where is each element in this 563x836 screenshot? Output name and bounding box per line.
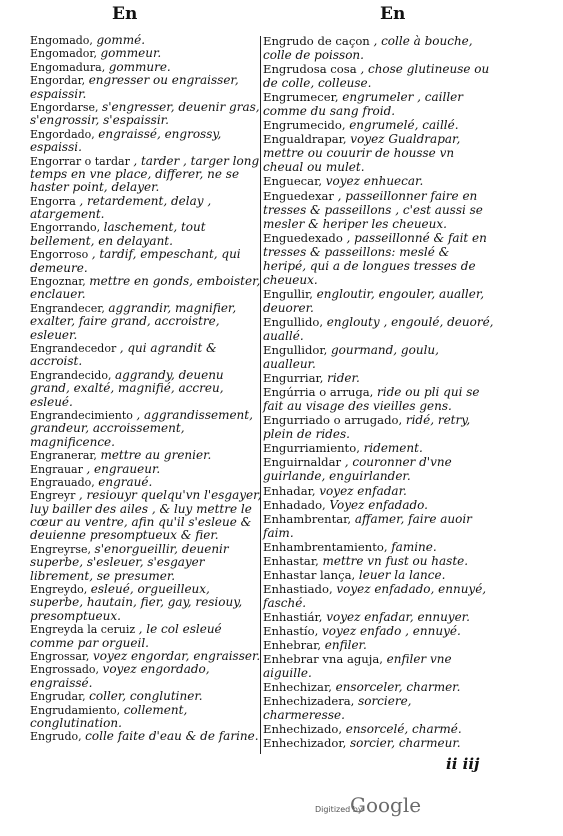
entry-headword: Engrauar xyxy=(30,462,87,476)
dictionary-entry xyxy=(263,498,495,512)
dictionary-entry xyxy=(30,221,262,248)
entry-definition: , engraueur. xyxy=(86,461,161,476)
dictionary-entry xyxy=(263,610,495,624)
right-column xyxy=(263,34,495,750)
entry-definition: , passeillonné & fait en tresses & passeillons: meslé & heripé, qui a de longues tresses de cheueux. xyxy=(263,230,487,287)
entry-headword: Engreyda la ceruiz xyxy=(30,623,139,637)
dictionary-entry xyxy=(263,174,495,188)
dictionary-entry xyxy=(30,409,262,449)
dictionary-entry xyxy=(263,722,495,736)
entry-definition: aggrandir, magnifier, exalter, faire grand, accroistre, esleuer. xyxy=(30,300,237,342)
dictionary-entry xyxy=(263,371,495,385)
entry-headword: Engrudamiento, xyxy=(30,703,124,717)
entry-definition: gourmand, goulu, aualleur. xyxy=(263,343,439,372)
entry-definition: colle faite d'eau & de farine. xyxy=(85,729,259,744)
dictionary-entry xyxy=(263,652,495,680)
dictionary-entry xyxy=(30,275,262,302)
dictionary-entry xyxy=(30,369,262,409)
dictionary-entry xyxy=(30,463,262,476)
entry-headword: Engordado, xyxy=(30,127,99,141)
dictionary-entry xyxy=(263,568,495,582)
entry-headword: Engordarse, xyxy=(30,100,103,114)
entry-headword: Engrumecido, xyxy=(263,118,350,133)
entry-headword: Engrossado, xyxy=(30,663,103,677)
entry-headword: Engrandecedor xyxy=(30,341,120,355)
entry-definition: , aggrandissement, grandeur, accroissement, magnificence. xyxy=(30,407,253,449)
dictionary-entry xyxy=(30,730,262,743)
entry-definition: coller, conglutiner. xyxy=(89,689,203,704)
entry-definition: ridé, retry, plein de rides. xyxy=(263,413,471,442)
entry-headword: Enhambrentar, xyxy=(263,511,355,526)
entry-definition: esleué, orgueilleux, superbe, hautain, fier, gay, resiouy, presomptueux. xyxy=(30,582,243,623)
entry-definition: voyez enfadado, ennuyé, fasché. xyxy=(263,581,487,610)
entry-headword: Enhastío, xyxy=(263,623,322,638)
dictionary-entry xyxy=(263,736,495,750)
entry-headword: Enhastiár, xyxy=(263,609,327,624)
entry-headword: Engreyr xyxy=(30,489,79,503)
entry-definition: gommure. xyxy=(108,59,171,74)
entry-definition: , resiouyr quelqu'vn l'esgayer, luy bailler des ailes , & luy mettre le cœur au ventre, afin qu'il s'esleue & deuienne presomptueux & fier. xyxy=(30,488,262,543)
entry-definition: sorciere, charmeresse. xyxy=(263,694,412,723)
entry-definition: Voyez enfadado. xyxy=(329,497,428,512)
entry-definition: mettre vn fust ou haste. xyxy=(322,553,469,568)
entry-definition: voyez enfadar. xyxy=(319,483,407,498)
dictionary-entry xyxy=(263,189,495,231)
dictionary-entry xyxy=(30,623,262,650)
entry-definition: , couronner d'vne guirlande, enguirlander. xyxy=(263,455,452,484)
entry-headword: Engualdrapar, xyxy=(263,132,351,147)
entry-definition: voyez enhuecar. xyxy=(325,174,424,189)
dictionary-entry xyxy=(30,128,262,155)
entry-definition: s'engresser, deuenir gras, s'engrossir, s'espaissir. xyxy=(30,99,260,128)
entry-definition: mettre au grenier. xyxy=(100,448,212,463)
dictionary-entry xyxy=(30,663,262,690)
dictionary-entry xyxy=(263,554,495,568)
entry-definition: , tarder , targer long temps en vne place, differer, ne se haster point, delayer. xyxy=(30,153,260,195)
entry-definition: ensorceler, charmer. xyxy=(335,680,461,695)
dictionary-entry xyxy=(263,582,495,610)
entry-headword: Engrudo de caçon xyxy=(263,34,374,48)
dictionary-entry xyxy=(30,543,262,583)
entry-definition: , colle à bouche, colle de poisson. xyxy=(263,34,473,63)
dictionary-entry xyxy=(263,455,495,483)
entry-definition: engrumeler , cailler comme du sang froid. xyxy=(263,90,464,119)
entry-headword: Engurriado o arrugado, xyxy=(263,413,406,428)
left-column xyxy=(30,34,262,744)
entry-definition: , qui agrandit & accroist. xyxy=(30,340,217,369)
entry-headword: Engurriar, xyxy=(263,371,328,386)
entry-definition: ensorcelé, charmé. xyxy=(345,722,462,737)
entry-definition: engraué. xyxy=(98,474,153,489)
entry-definition: leuer la lance. xyxy=(358,567,446,582)
dictionary-entry xyxy=(30,449,262,462)
dictionary-entry xyxy=(263,413,495,441)
entry-headword: Engorrar o tardar xyxy=(30,154,134,168)
entry-definition: voyez enfadar, ennuyer. xyxy=(326,609,470,624)
entry-headword: Engrauado, xyxy=(30,475,99,489)
entry-headword: Engorra xyxy=(30,194,80,208)
dictionary-entry xyxy=(263,287,495,315)
watermark-google: Google xyxy=(350,793,422,817)
dictionary-entry xyxy=(263,343,495,371)
dictionary-entry xyxy=(30,342,262,369)
entry-headword: Enhastar lança, xyxy=(263,567,359,582)
entry-headword: Engomadura, xyxy=(30,60,109,74)
running-head-right: En xyxy=(380,4,406,24)
entry-definition: mettre en gonds, emboister, enclauer. xyxy=(30,274,261,302)
dictionary-entry xyxy=(30,476,262,489)
entry-headword: Engrandecimiento xyxy=(30,408,137,422)
entry-headword: Engranerar, xyxy=(30,449,101,463)
entry-definition: engloutir, engouler, aualler, deuorer. xyxy=(263,286,485,315)
dictionary-entry xyxy=(30,61,262,74)
entry-headword: Engúrria o arruga, xyxy=(263,385,378,400)
dictionary-entry xyxy=(30,155,262,195)
entry-headword: Engorroso xyxy=(30,248,92,262)
entry-definition: , chose glutineuse ou de colle, colleuse. xyxy=(263,62,490,91)
dictionary-entry xyxy=(263,484,495,498)
dictionary-entry xyxy=(30,47,262,60)
dictionary-entry xyxy=(263,680,495,694)
entry-headword: Engrossar, xyxy=(30,649,93,663)
watermark-digitized-by: Digitized by xyxy=(315,805,363,814)
entry-definition: enfiler. xyxy=(324,638,367,653)
entry-headword: Engoznar, xyxy=(30,275,90,289)
dictionary-entry xyxy=(263,385,495,413)
dictionary-entry xyxy=(263,694,495,722)
entry-definition: , le col esleué comme par orgueil. xyxy=(30,622,222,650)
entry-definition: enfiler vne aiguille. xyxy=(263,652,452,681)
entry-headword: Engreydo, xyxy=(30,583,91,597)
entry-headword: Enhastar, xyxy=(263,553,323,568)
entry-definition: gommeur. xyxy=(100,46,162,61)
entry-headword: Enguedexado xyxy=(263,230,347,245)
dictionary-entry xyxy=(263,540,495,554)
dictionary-entry xyxy=(263,34,495,62)
entry-headword: Engrudo, xyxy=(30,730,86,744)
dictionary-entry xyxy=(263,231,495,287)
dictionary-entry xyxy=(263,638,495,652)
entry-headword: Enhadar, xyxy=(263,483,320,498)
dictionary-entry xyxy=(30,34,262,47)
dictionary-entry xyxy=(263,512,495,540)
entry-definition: aggrandy, deuenu grand, exalté, magnifié, accreu, esleué. xyxy=(30,367,224,409)
entry-definition: affamer, faire auoir faim. xyxy=(263,511,472,540)
dictionary-entry xyxy=(263,441,495,455)
entry-definition: ridement. xyxy=(363,441,423,456)
entry-definition: sorcier, charmeur. xyxy=(350,736,461,751)
entry-headword: Enhechizado, xyxy=(263,722,346,737)
entry-headword: Enhechizadera, xyxy=(263,694,359,709)
dictionary-entry xyxy=(30,101,262,128)
entry-headword: Engrandecido, xyxy=(30,368,115,382)
entry-headword: Engullido, xyxy=(263,314,327,329)
entry-definition: gommé. xyxy=(96,33,146,47)
entry-headword: Enguirnaldar xyxy=(263,455,345,470)
entry-definition: engraissé, engrossy, espaissi. xyxy=(30,126,222,155)
dictionary-entry xyxy=(263,62,495,90)
entry-definition: voyez engordar, engraisser. xyxy=(92,648,261,663)
entry-headword: Engrandecer, xyxy=(30,301,109,315)
entry-definition: laschement, tout bellement, en delayant. xyxy=(30,220,206,248)
dictionary-entry xyxy=(30,690,262,703)
entry-headword: Engordar, xyxy=(30,74,89,88)
dictionary-entry xyxy=(30,583,262,623)
entry-headword: Engrudar, xyxy=(30,690,90,704)
dictionary-entry xyxy=(263,132,495,174)
dictionary-entry xyxy=(263,624,495,638)
entry-definition: rider. xyxy=(327,371,360,386)
dictionary-entry xyxy=(30,74,262,101)
entry-headword: Engurriamiento, xyxy=(263,441,364,456)
dictionary-entry xyxy=(263,315,495,343)
entry-definition: voyez engordado, engraissé. xyxy=(30,662,210,690)
dictionary-entry xyxy=(30,704,262,731)
dictionary-entry xyxy=(30,489,262,543)
entry-headword: Enguedexar xyxy=(263,188,338,203)
entry-definition: voyez enfado , ennuyé. xyxy=(321,623,461,638)
entry-headword: Engomador, xyxy=(30,47,101,61)
entry-definition: collement, conglutination. xyxy=(30,702,188,730)
dictionary-entry xyxy=(30,248,262,275)
entry-headword: Enhechizar, xyxy=(263,680,336,695)
entry-headword: Engullidor, xyxy=(263,343,331,358)
entry-definition: , retardement, delay , atargement. xyxy=(30,193,212,222)
entry-definition: ride ou pli qui se fait au visage des vieilles gens. xyxy=(263,385,480,414)
entry-headword: Engreyrse, xyxy=(30,542,95,556)
entry-definition: engresser ou engraisser, espaissir. xyxy=(30,73,239,101)
entry-headword: Enhastiado, xyxy=(263,581,337,596)
entry-headword: Engullir, xyxy=(263,286,317,301)
entry-headword: Enhechizador, xyxy=(263,736,350,751)
entry-headword: Enguecar, xyxy=(263,174,326,189)
entry-headword: Engomado, xyxy=(30,34,97,47)
dictionary-entry xyxy=(263,118,495,132)
entry-headword: Engrumecer, xyxy=(263,90,343,105)
dictionary-entry xyxy=(263,90,495,118)
dictionary-entry xyxy=(30,302,262,342)
entry-headword: Enhebrar vna aguja, xyxy=(263,652,387,667)
entry-definition: engrumelé, caillé. xyxy=(349,118,459,133)
dictionary-entry xyxy=(30,650,262,663)
entry-definition: famine. xyxy=(391,539,437,554)
entry-definition: voyez Gualdrapar, mettre ou couurir de housse vn cheual ou mulet. xyxy=(263,132,461,175)
entry-definition: , passeillonner faire en tresses & passeillons , c'est aussi se mesler & heriper les cheueux. xyxy=(263,188,483,231)
dictionary-entry xyxy=(30,195,262,222)
entry-headword: Engrudosa cosa xyxy=(263,62,361,77)
entry-definition: s'enorgueillir, deuenir superbe, s'esleuer, s'esgayer librement, se presumer. xyxy=(30,541,229,583)
entry-headword: Enhebrar, xyxy=(263,638,325,653)
entry-headword: Enhambrentamiento, xyxy=(263,539,392,554)
running-head-left: En xyxy=(112,4,138,24)
entry-definition: , tardif, empeschant, qui demeure. xyxy=(30,247,241,275)
entry-headword: Engorrando, xyxy=(30,221,104,235)
signature-mark: ii iij xyxy=(446,755,480,773)
entry-headword: Enhadado, xyxy=(263,497,330,512)
entry-definition: englouty , engoulé, deuoré, auallé. xyxy=(263,314,494,343)
